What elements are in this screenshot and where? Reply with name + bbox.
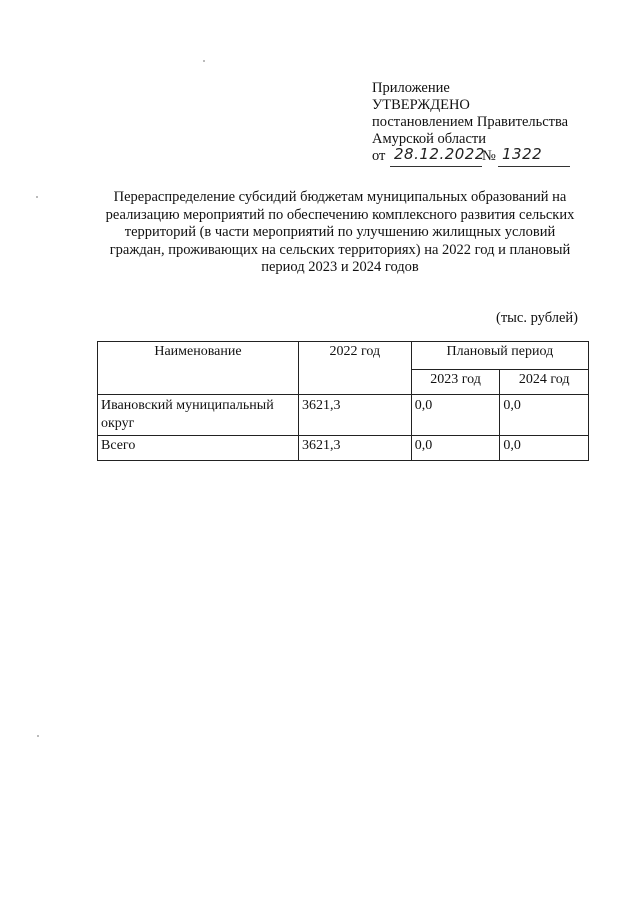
scan-speck xyxy=(36,196,38,198)
header-planned-period: Плановый период xyxy=(411,342,588,370)
header-2022: 2022 год xyxy=(298,342,411,395)
cell-2022: 3621,3 xyxy=(298,395,411,436)
header-2023: 2023 год xyxy=(411,370,500,395)
date-prefix: от xyxy=(372,148,386,164)
title-line: территорий (в части мероприятий по улучшению жилищных условий xyxy=(124,224,556,240)
cell-2024: 0,0 xyxy=(500,436,589,461)
number-underline xyxy=(498,166,570,167)
cell-2023: 0,0 xyxy=(411,395,500,436)
cell-name: Всего xyxy=(98,436,299,461)
approval-resolution: постановлением Правительства xyxy=(372,114,569,130)
title-line: граждан, проживающих на сельских территориях) на 2022 год и плановый xyxy=(109,241,571,258)
scan-speck xyxy=(37,735,39,737)
approval-approved: УТВЕРЖДЕНО xyxy=(372,97,470,113)
title-line: период 2023 и 2024 годов xyxy=(261,259,419,275)
cell-2023: 0,0 xyxy=(411,436,500,461)
approval-date-line xyxy=(372,145,612,168)
date-underline xyxy=(390,166,482,167)
units-label: (тыс. рублей) xyxy=(496,310,578,326)
cell-2024: 0,0 xyxy=(500,395,589,436)
table-row xyxy=(98,395,589,436)
subsidy-table xyxy=(97,341,589,461)
approval-region: Амурской области xyxy=(372,131,486,147)
header-name: Наименование xyxy=(98,342,299,395)
handwritten-number: 1322 xyxy=(502,145,543,163)
table-row-total xyxy=(98,436,589,461)
cell-2022: 3621,3 xyxy=(298,436,411,461)
title-line: реализацию мероприятий по обеспечению комплексного развития сельских xyxy=(105,206,575,223)
document-title xyxy=(90,189,590,277)
title-line: Перераспределение субсидий бюджетам муниципальных образований на xyxy=(113,189,567,205)
approval-appendix: Приложение xyxy=(372,80,450,96)
cell-name: Ивановский муниципальный округ xyxy=(98,395,299,436)
header-2024: 2024 год xyxy=(500,370,589,395)
handwritten-date: 28.12.2022 xyxy=(394,145,485,163)
scan-speck xyxy=(203,60,205,62)
number-sign: № xyxy=(482,148,496,164)
approval-block xyxy=(372,80,612,168)
